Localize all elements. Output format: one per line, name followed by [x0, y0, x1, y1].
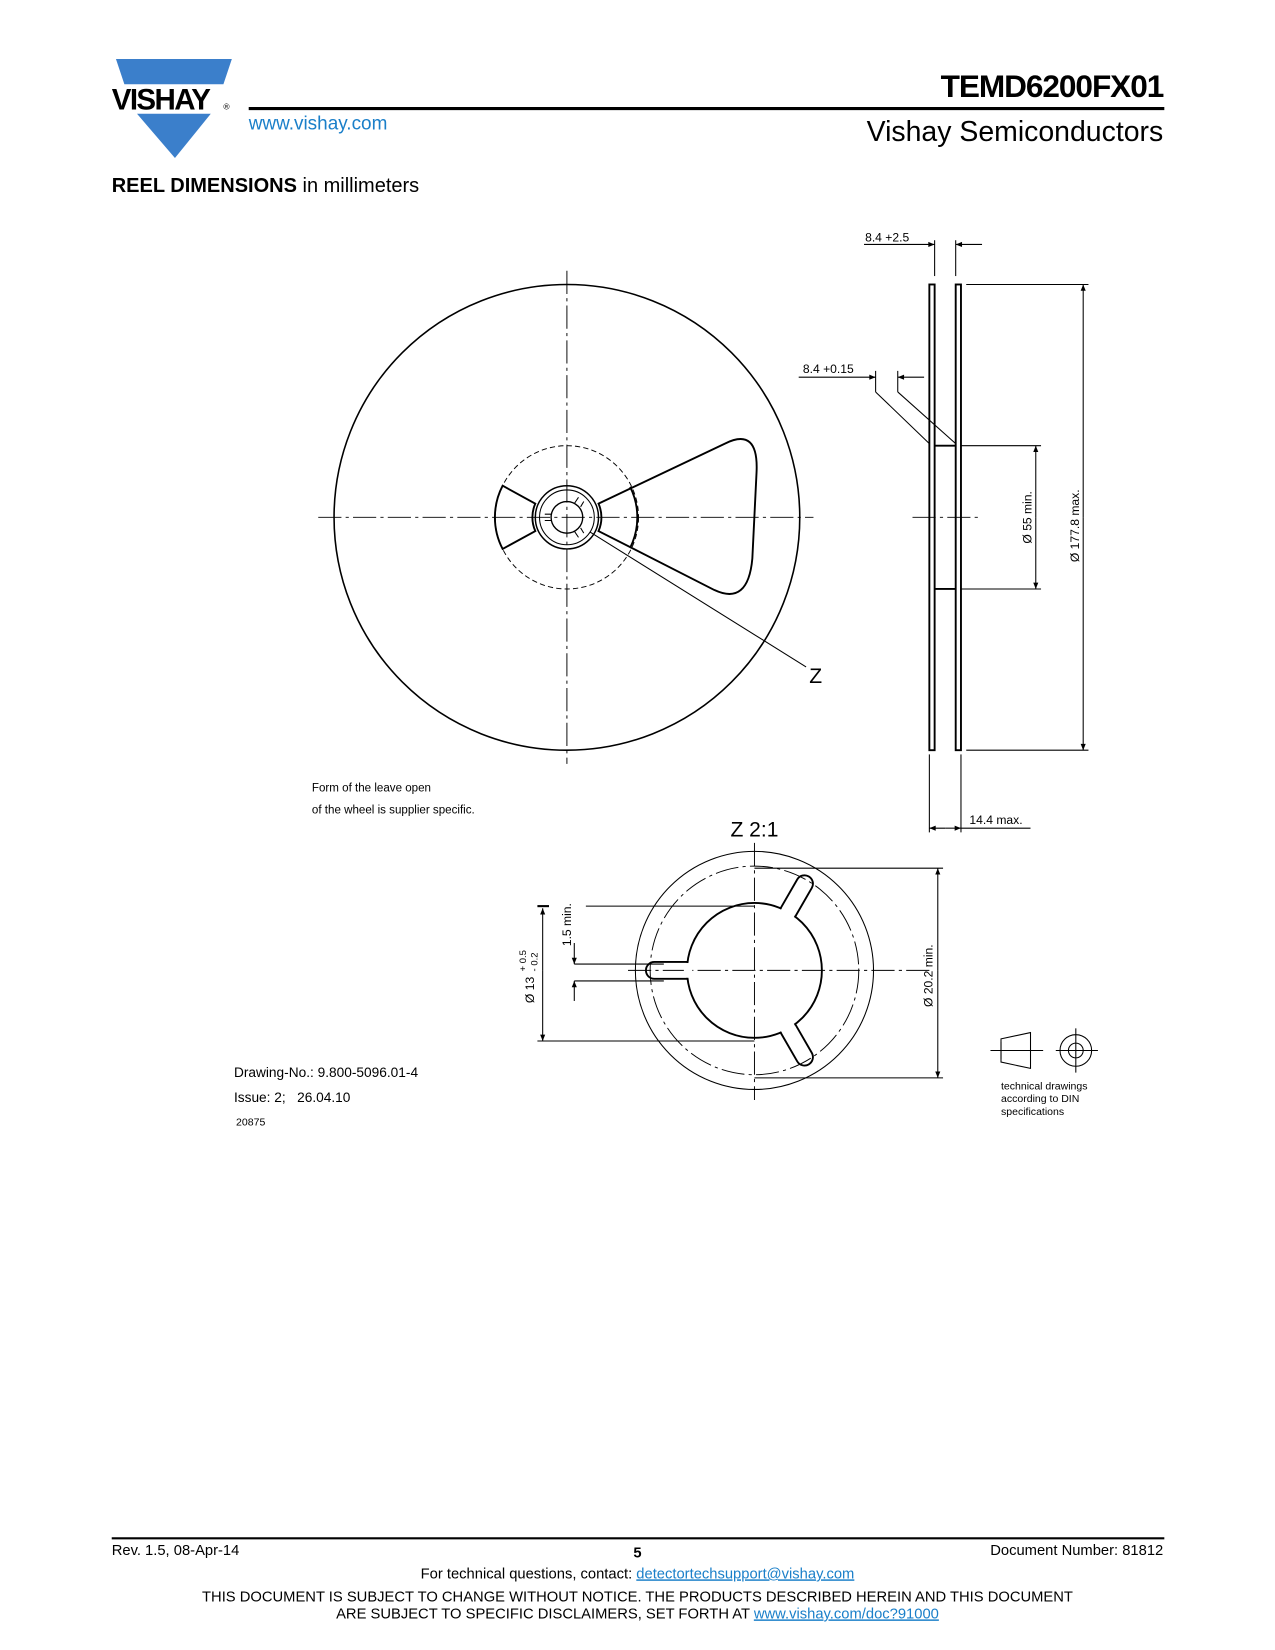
contact-email-link[interactable]: detectortechsupport@vishay.com	[636, 1566, 855, 1583]
dim-key-width: 1.5 min.	[560, 903, 575, 947]
company-name: Vishay Semiconductors	[866, 116, 1164, 149]
drawing-ref: 20875	[236, 1116, 266, 1129]
dim-reel-diameter: Ø 177.8 max.	[1067, 489, 1082, 563]
vishay-logo	[112, 59, 232, 158]
din-projection-symbol	[990, 1028, 1097, 1072]
section-title: REEL DIMENSIONS in millimeters	[111, 174, 420, 197]
dim-flange-gap: 8.4 +2.5	[865, 230, 910, 245]
dim-hub-diameter: Ø 55 min.	[1020, 491, 1035, 544]
dim-outer-diameter: Ø 20.2 min.	[921, 944, 936, 1007]
logo-text: VISHAY	[111, 83, 210, 117]
website-link[interactable]: www.vishay.com	[248, 113, 388, 135]
dim-bore-plus: + 0.5	[517, 950, 529, 972]
drawing-issue: Issue: 2; 26.04.10	[233, 1090, 351, 1106]
dim-bore-minus: - 0.2	[529, 952, 541, 972]
din-note-2: according to DIN	[1001, 1093, 1080, 1106]
part-number: TEMD6200FX01	[940, 67, 1164, 104]
disclaimer-link[interactable]: www.vishay.com/doc?91000	[753, 1606, 939, 1623]
footer-document-number: Document Number: 81812	[990, 1543, 1164, 1560]
right-window-teardrop	[599, 439, 757, 594]
footer-revision: Rev. 1.5, 08-Apr-14	[111, 1543, 240, 1560]
din-note-1: technical drawings	[1001, 1080, 1088, 1093]
footer-page-number: 5	[633, 1545, 642, 1562]
logo-bottom-triangle	[137, 114, 211, 158]
logo-registered: ®	[223, 101, 230, 112]
detail-leader-line	[590, 532, 806, 667]
note-line-2: of the wheel is supplier specific.	[311, 804, 475, 817]
detail-z-view	[518, 843, 943, 1100]
dim-hub-width: 8.4 +0.15	[802, 361, 854, 376]
reel-side-view	[799, 230, 1089, 832]
dim-bore: Ø 13	[523, 976, 538, 1004]
din-note-3: specifications	[1001, 1105, 1065, 1118]
detail-title: Z 2:1	[730, 818, 779, 842]
drawing-number: Drawing-No.: 9.800-5096.01-4	[233, 1064, 419, 1080]
footer-disclaimer-1: THIS DOCUMENT IS SUBJECT TO CHANGE WITHOUT NOTICE. THE PRODUCTS DESCRIBED HEREIN AND THIS DOCUMENT	[202, 1589, 1073, 1606]
dim-overall-width: 14.4 max.	[969, 812, 1023, 827]
detail-marker-z: Z	[809, 664, 823, 688]
footer-contact: For technical questions, contact: detectortechsupport@vishay.com	[420, 1566, 855, 1583]
footer-disclaimer-2: ARE SUBJECT TO SPECIFIC DISCLAIMERS, SET FORTH AT www.vishay.com/doc?91000	[336, 1606, 939, 1623]
reel-front-view	[318, 271, 822, 764]
logo-top-triangle	[116, 59, 232, 84]
note-line-1: Form of the leave open	[311, 782, 432, 795]
